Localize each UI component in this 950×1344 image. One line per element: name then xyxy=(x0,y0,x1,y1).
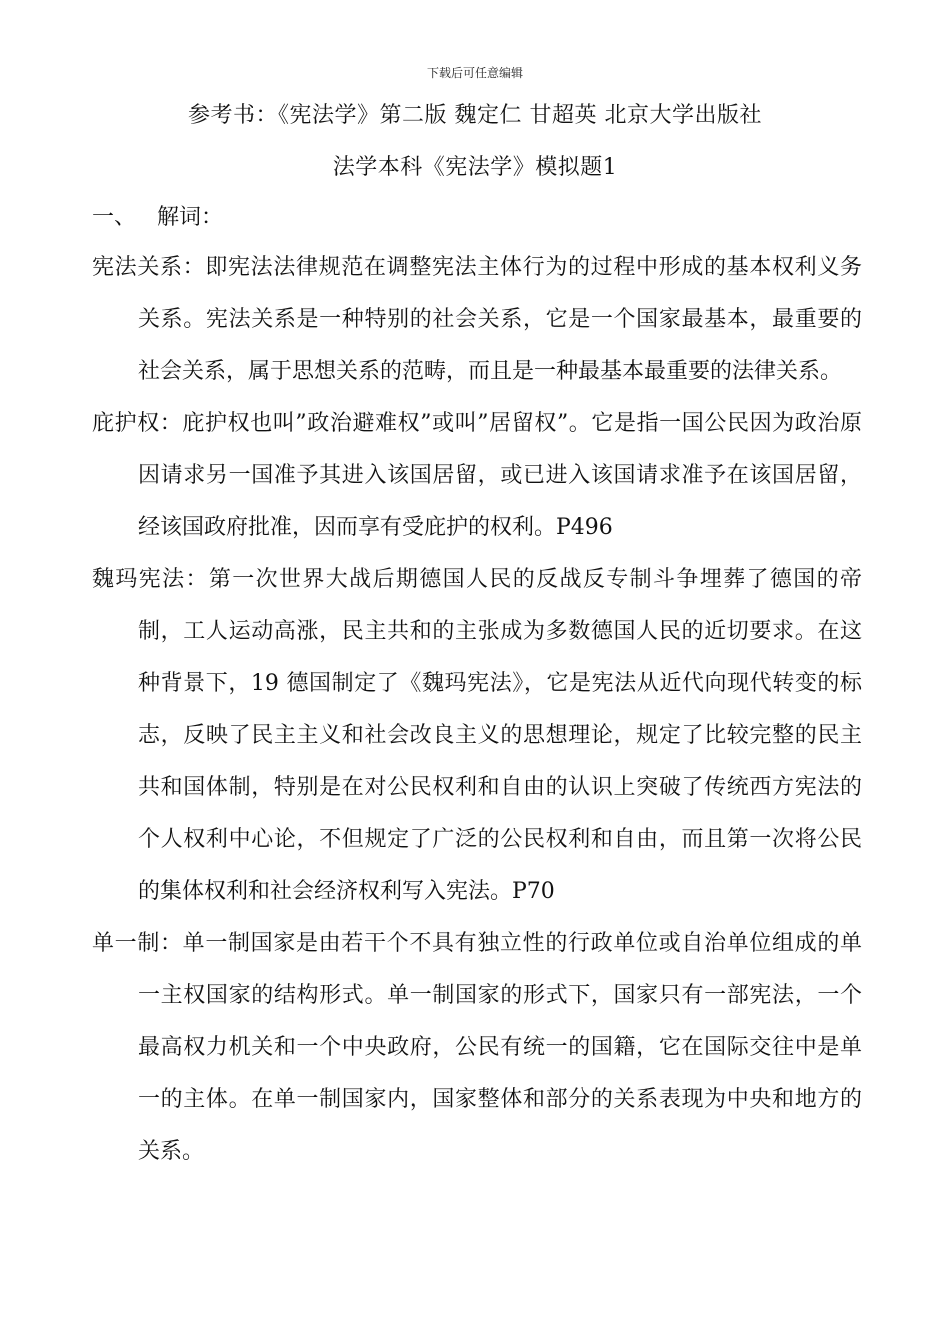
term-definition: 庇护权也叫”政治避难权”或叫”居留权”。它是指一国公民因为政治原因请求另一国准予其进入该国居留，或已进入该国请求准予在该国居留，经该国政府批准，因而享有受庇护的权利。P496 xyxy=(138,411,862,540)
reference-line: 参考书：《宪法学》第二版 魏定仁 甘超英 北京大学出版社 xyxy=(188,103,762,128)
term-item xyxy=(92,918,862,1178)
exam-title: 法学本科《宪法学》模拟题1 xyxy=(332,155,618,180)
term-name: 魏玛宪法： xyxy=(92,567,209,592)
term-item xyxy=(92,242,862,398)
term-name: 庇护权： xyxy=(92,411,183,436)
section-label: 解词： xyxy=(157,205,224,230)
term-definition: 即宪法法律规范在调整宪法主体行为的过程中形成的基本权利义务关系。宪法关系是一种特别的社会关系，它是一个国家最基本，最重要的社会关系，属于思想关系的范畴，而且是一种最基本最重要的法律关系。 xyxy=(138,255,862,384)
term-name: 宪法关系： xyxy=(92,255,206,280)
term-item xyxy=(92,398,862,554)
term-definition: 单一制国家是由若干个不具有独立性的行政单位或自治单位组成的单一主权国家的结构形式。单一制国家的形式下，国家只有一部宪法，一个最高权力机关和一个中央政府，公民有统一的国籍，它在国际交往中是单一的主体。在单一制国家内，国家整体和部分的关系表现为中央和地方的关系。 xyxy=(138,931,862,1164)
term-list xyxy=(92,242,862,1178)
section-heading xyxy=(92,200,223,231)
term-item xyxy=(92,554,862,918)
term-definition: 第一次世界大战后期德国人民的反战反专制斗争埋葬了德国的帝制，工人运动高涨，民主共和的主张成为多数德国人民的近切要求。在这种背景下，19 德国制定了《魏玛宪法》，它是宪法从近代向现代转变的标志，反映了民主主义和社会改良主义的思想理论，规定了比较完整的民主共和国体制，特别是在对公民权利和自由的认识上突破了传统西方宪法的个人权利中心论，不但规定了广泛的公民权利和自由，而且第一次将公民的集体权利和社会经济权利写入宪法。P70 xyxy=(138,567,862,904)
section-number: 一、 xyxy=(92,205,137,230)
term-name: 单一制： xyxy=(92,931,183,956)
header-note: 下载后可任意编辑 xyxy=(426,66,523,80)
